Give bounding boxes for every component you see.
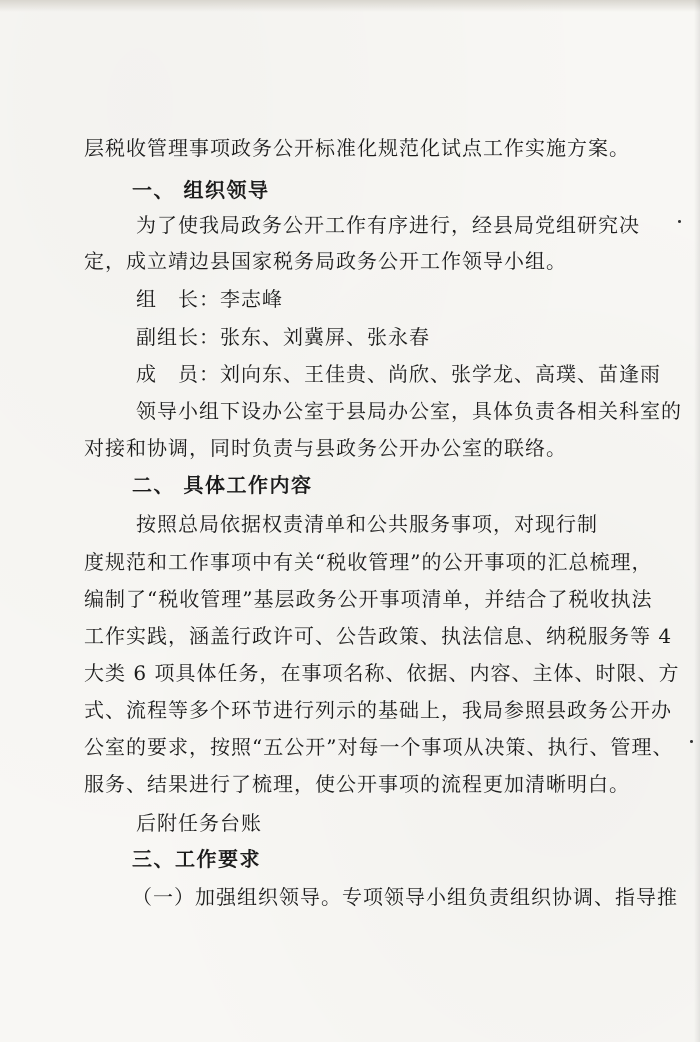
paragraph-line: （一）加强组织领导。专项领导小组负责组织协调、指导推	[132, 885, 678, 909]
members-line: 成 员：刘向东、王佳贵、尚欣、张学龙、高璞、苗逢雨	[136, 362, 661, 386]
section-heading-organization: 一、 组织领导	[132, 178, 270, 202]
paragraph-line: 公室的要求，按照“五公开”对每一个事项从决策、执行、管理、	[84, 735, 674, 759]
scan-speck	[678, 220, 681, 223]
appendix-note: 后附任务台账	[136, 811, 262, 835]
paragraph-line: 定，成立靖边县国家税务局政务公开工作领导小组。	[84, 249, 567, 273]
paragraph-line: 式、流程等多个环节进行列示的基础上，我局参照县政务公开办	[84, 698, 672, 722]
text-line-continuation: 层税收管理事项政务公开标准化规范化试点工作实施方案。	[84, 136, 630, 160]
paragraph-line: 为了使我局政务公开工作有序进行，经县局党组研究决	[136, 213, 640, 237]
leader-line: 组 长：李志峰	[136, 287, 283, 311]
paragraph-line: 按照总局依据权责清单和公共服务事项，对现行制	[136, 512, 598, 536]
scan-top-edge	[0, 0, 700, 12]
scan-right-edge	[694, 0, 700, 1042]
deputy-leader-line: 副组长：张东、刘冀屏、张永春	[136, 325, 430, 349]
paragraph-line: 大类 6 项具体任务，在事项名称、依据、内容、主体、时限、方	[84, 661, 680, 685]
scan-speck	[690, 740, 693, 743]
section-heading-requirements: 三、工作要求	[132, 847, 261, 871]
paragraph-line: 工作实践，涵盖行政许可、公告政策、执法信息、纳税服务等 4	[84, 624, 673, 648]
paragraph-line: 对接和协调，同时负责与县政务公开办公室的联络。	[84, 436, 567, 460]
section-heading-work-content: 二、 具体工作内容	[132, 473, 313, 497]
paragraph-line: 服务、结果进行了梳理，使公开事项的流程更加清晰明白。	[84, 772, 630, 796]
paragraph-line: 领导小组下设办公室于县局办公室，具体负责各相关科室的	[136, 399, 682, 423]
paragraph-line: 度规范和工作事项中有关“税收管理”的公开事项的汇总梳理，	[84, 550, 653, 574]
paragraph-line: 编制了“税收管理”基层政务公开事项清单，并结合了税收执法	[84, 587, 653, 611]
